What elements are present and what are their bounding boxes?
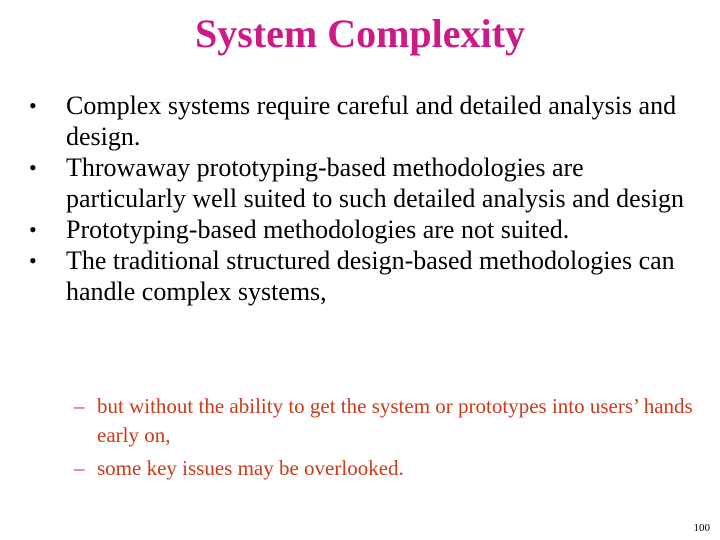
sub-bullet-text: but without the ability to get the system or prototypes into users’ hands early on, xyxy=(97,394,693,447)
bullet-marker: • xyxy=(29,155,37,180)
bullet-marker: • xyxy=(29,217,37,242)
bullet-list xyxy=(26,90,706,307)
bullet-marker: • xyxy=(29,248,37,273)
bullet-item xyxy=(26,245,706,307)
bullet-text: Throwaway prototyping-based methodologies are particularly well suited to such detailed analysis and design xyxy=(66,153,685,213)
sub-bullet-marker: – xyxy=(74,394,85,418)
bullet-marker: • xyxy=(29,93,37,118)
bullet-text: The traditional structured design-based methodologies can handle complex systems, xyxy=(66,246,675,306)
sub-bullet-marker: – xyxy=(74,456,85,480)
bullet-text: Complex systems require careful and detailed analysis and design. xyxy=(66,91,677,151)
sub-bullet-item xyxy=(74,392,694,450)
sub-bullet-item xyxy=(74,454,694,483)
sub-bullet-text: some key issues may be overlooked. xyxy=(97,456,404,480)
bullet-text: Prototyping-based methodologies are not suited. xyxy=(66,215,570,244)
sub-bullet-list xyxy=(74,392,694,487)
bullet-item xyxy=(26,214,706,245)
bullet-item xyxy=(26,152,706,214)
slide-title: System Complexity xyxy=(195,11,525,56)
bullet-item xyxy=(26,90,706,152)
page-number: 100 xyxy=(693,522,710,534)
